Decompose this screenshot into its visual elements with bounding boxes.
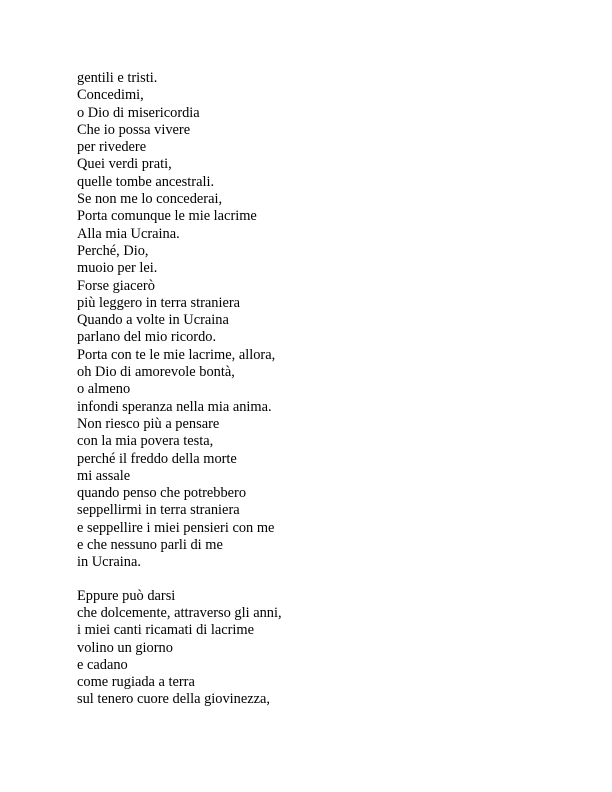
poem-line: Eppure può darsi [77, 587, 176, 604]
poem-line: Porta con te le mie lacrime, allora, [77, 346, 276, 363]
poem-line: più leggero in terra straniera [77, 294, 241, 311]
poem-line: Perché, Dio, [77, 242, 149, 259]
poem-line: oh Dio di amorevole bontà, [77, 364, 235, 381]
stanza-1 [77, 70, 557, 572]
poem-line: e seppellire i miei pensieri con me [77, 519, 275, 536]
poem-line: gentili e tristi. [77, 70, 158, 86]
poem-line: Che io possa vivere [77, 121, 191, 138]
poem-line: muoio per lei. [77, 260, 158, 277]
poem-line: come rugiada a terra [77, 674, 195, 691]
poem-line: che dolcemente, attraverso gli anni, [77, 604, 282, 621]
poem-line: con la mia povera testa, [77, 433, 214, 450]
poem-line: perché il freddo della morte [77, 450, 237, 467]
poem-line: o almeno [77, 381, 131, 398]
poem-line: Alla mia Ucraina. [77, 225, 180, 242]
poem-line: mi assale [77, 467, 131, 484]
poem-line: Porta comunque le mie lacrime [77, 208, 257, 225]
poem-line: parlano del mio ricordo. [77, 329, 217, 346]
poem-line: Se non me lo concederai, [77, 191, 223, 208]
poem-line: Non riesco più a pensare [77, 415, 220, 432]
poem-line: i miei canti ricamati di lacrime [77, 622, 255, 639]
poem-line: per rivedere [77, 139, 147, 156]
poem-line: infondi speranza nella mia anima. [77, 398, 272, 415]
poem-line: o Dio di misericordia [77, 104, 200, 121]
poem-line: seppellirmi in terra straniera [77, 502, 240, 519]
poem-line: Concedimi, [77, 87, 144, 104]
poem-line: in Ucraina. [77, 554, 141, 571]
poem-line: volino un giorno [77, 639, 173, 656]
poem-line: e cadano [77, 656, 128, 673]
poem-line: sul tenero cuore della giovinezza, [77, 691, 270, 708]
poem-line: e che nessuno parli di me [77, 537, 223, 554]
poem-line: quelle tombe ancestrali. [77, 173, 215, 190]
poem-line: Quando a volte in Ucraina [77, 312, 229, 329]
poem-line: Quei verdi prati, [77, 156, 172, 173]
poem-line: Forse giacerò [77, 277, 155, 294]
poem-line: quando penso che potrebbero [77, 485, 247, 502]
stanza-2 [77, 588, 557, 709]
poem-text [77, 70, 557, 709]
